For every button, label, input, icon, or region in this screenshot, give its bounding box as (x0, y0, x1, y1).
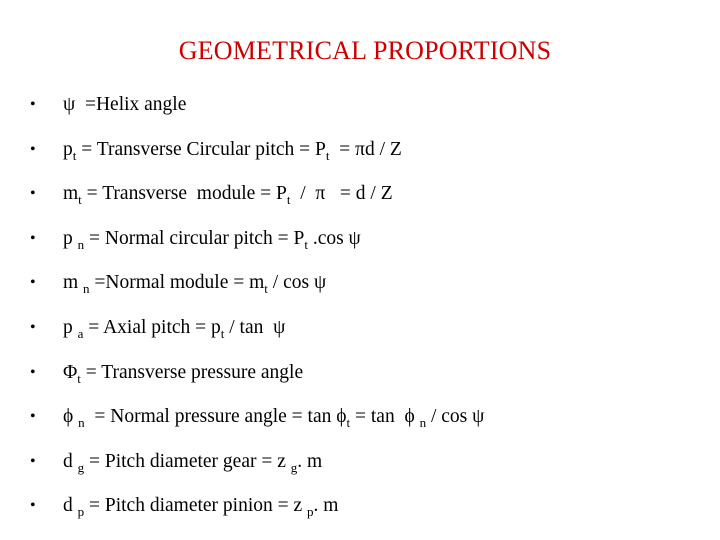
definition-item (30, 222, 484, 267)
definition-text (63, 272, 327, 297)
subscript: t (72, 147, 77, 163)
subscript: t (286, 192, 291, 208)
text-run: ϕ (63, 406, 79, 428)
text-run: d (63, 495, 78, 517)
text-run: = πd / Z (329, 138, 402, 160)
text-run: p (63, 227, 78, 249)
bullet-marker: • (30, 318, 36, 336)
definition-item (30, 177, 484, 222)
subscript: n (77, 236, 85, 252)
definition-item (30, 400, 484, 445)
text-run: / tan ψ (224, 316, 286, 338)
subscript: g (77, 459, 85, 475)
text-run: . m (313, 495, 339, 517)
text-run: p (63, 316, 78, 338)
subscript: t (264, 281, 268, 297)
definition-item (30, 311, 484, 356)
subscript: t (77, 370, 81, 386)
text-run: =Normal module = m (89, 272, 265, 294)
text-run: = Pitch diameter pinion = z (84, 495, 308, 517)
definition-item (30, 489, 484, 534)
text-run: = tan ϕ (350, 406, 420, 428)
bullet-marker: • (30, 185, 36, 203)
bullet-marker: • (30, 408, 36, 426)
subscript: p (77, 504, 85, 520)
bullet-marker: • (30, 140, 36, 158)
text-run: = Transverse module = P (81, 183, 287, 205)
definition-item (30, 356, 484, 401)
subscript: n (78, 415, 85, 431)
text-run: = Axial pitch = p (83, 316, 221, 338)
definitions-list (30, 88, 484, 534)
text-run: = Transverse pressure angle (80, 361, 304, 383)
definition-text (63, 183, 393, 208)
text-run: ψ =Helix angle (63, 94, 187, 115)
subscript: t (346, 415, 351, 431)
text-run: d (63, 450, 78, 472)
subscript: t (78, 192, 82, 208)
subscript: n (419, 415, 427, 431)
definition-text (63, 495, 339, 520)
text-run: . m (297, 450, 323, 472)
bullet-marker: • (30, 497, 36, 515)
text-run: = Normal pressure angle = tan ϕ (84, 406, 347, 428)
slide-title: GEOMETRICAL PROPORTIONS (178, 36, 552, 65)
definition-text (63, 138, 402, 163)
subscript: a (77, 325, 84, 341)
definition-text (63, 406, 485, 431)
text-run: = Transverse Circular pitch = P (76, 138, 326, 160)
definition-text (63, 450, 323, 475)
definition-item (30, 133, 484, 178)
text-run: = Normal circular pitch = P (84, 227, 305, 249)
bullet-marker: • (30, 452, 36, 470)
text-run: = Pitch diameter gear = z (84, 450, 291, 472)
bullet-marker: • (30, 274, 36, 292)
text-run: / cos ψ (267, 272, 327, 294)
text-run: m (63, 183, 79, 205)
bullet-marker: • (30, 229, 36, 247)
subscript: t (220, 325, 225, 341)
definition-item (30, 88, 484, 133)
text-run: .cos ψ (307, 227, 361, 249)
text-run: / cos ψ (426, 406, 485, 428)
bullet-marker: • (30, 96, 36, 113)
bullet-marker: • (30, 363, 36, 381)
text-run: Φ (63, 361, 78, 383)
text-run: / π = d / Z (290, 183, 393, 205)
subscript: n (83, 281, 90, 297)
text-run: m (63, 272, 84, 294)
definition-item (30, 266, 484, 311)
text-run: p (63, 138, 73, 160)
definition-item (30, 445, 484, 490)
subscript: t (304, 236, 308, 252)
definition-text (63, 94, 186, 115)
subscript: t (325, 147, 330, 163)
subscript: p (307, 504, 314, 520)
subscript: g (290, 459, 298, 475)
definition-text (63, 316, 286, 341)
definition-text (63, 361, 304, 386)
definition-text (63, 227, 361, 252)
